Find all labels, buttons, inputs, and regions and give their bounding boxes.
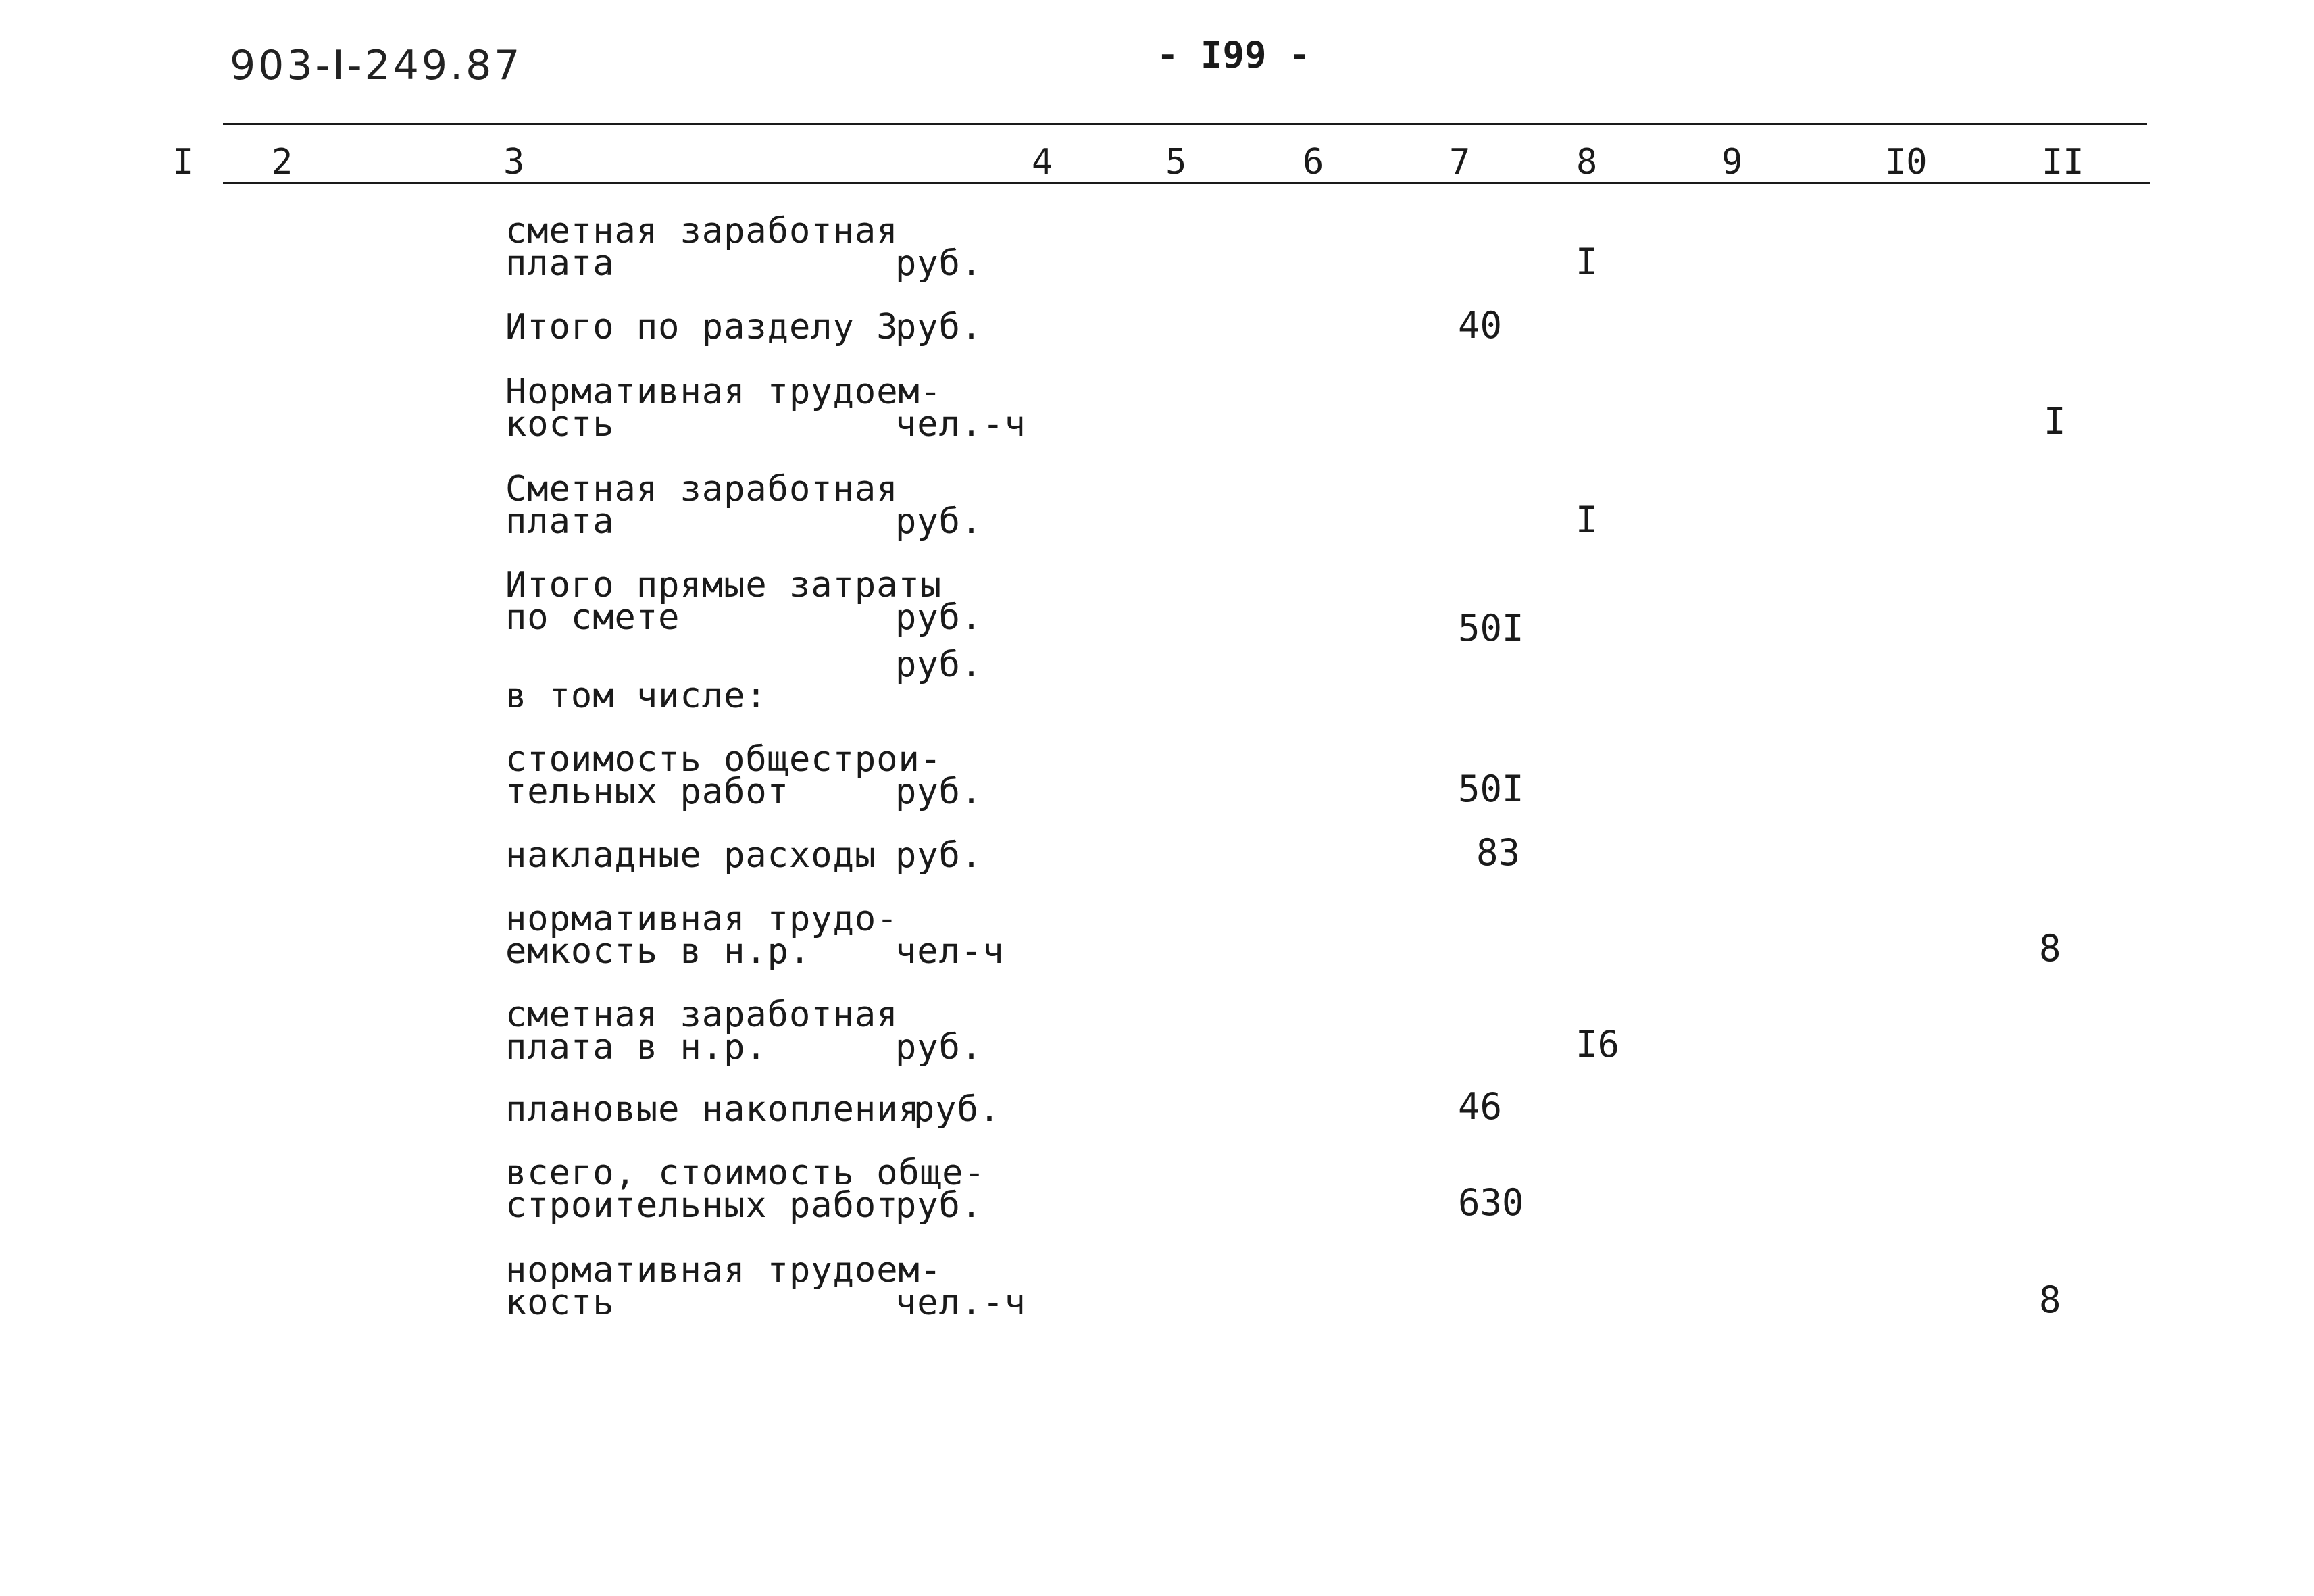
row-9-label-line-1: нормативная трудо- bbox=[505, 899, 899, 939]
column-number-8: 8 bbox=[1576, 142, 1598, 182]
header-top-rule bbox=[223, 123, 2147, 125]
row-1-label-line-2: плата bbox=[505, 243, 615, 284]
row-8-unit: руб. bbox=[895, 835, 983, 876]
column-number-6: 6 bbox=[1303, 142, 1324, 182]
row-7-unit: руб. bbox=[895, 772, 983, 812]
row-3-unit: чел.-ч bbox=[895, 404, 1026, 445]
row-10-label-line-2: плата в н.р. bbox=[505, 1027, 768, 1068]
row-2-col-7: 40 bbox=[1458, 304, 1503, 347]
column-number-2: 2 bbox=[272, 142, 293, 182]
column-number-10: I0 bbox=[1885, 142, 1928, 182]
row-1-col-8: I bbox=[1576, 241, 1598, 283]
row-5-unit: руб. bbox=[895, 597, 983, 638]
row-2-label: Итого по разделу 3 bbox=[505, 307, 899, 347]
row-10-unit: руб. bbox=[895, 1027, 983, 1068]
row-5-col-7: 50I bbox=[1458, 607, 1524, 649]
column-number-11: II bbox=[2042, 142, 2084, 182]
row-8-col-7: 83 bbox=[1476, 831, 1521, 874]
document-code: 903-I-249.87 bbox=[230, 42, 523, 89]
row-3-label-line-2: кость bbox=[505, 404, 615, 445]
row-13-col-11: 8 bbox=[2039, 1278, 2061, 1321]
row-8-label: накладные расходы bbox=[505, 835, 877, 876]
row-5-label-line-2: по смете bbox=[505, 597, 680, 638]
column-number-5: 5 bbox=[1165, 142, 1187, 182]
row-7-label-line-2: тельных работ bbox=[505, 772, 789, 812]
row-12-label-line-2: строительных работ bbox=[505, 1185, 899, 1226]
row-1-unit: руб. bbox=[895, 243, 983, 284]
row-13-unit: чел.-ч bbox=[895, 1282, 1026, 1323]
row-10-col-8: I6 bbox=[1576, 1023, 1620, 1066]
row-9-unit: чел-ч bbox=[895, 931, 1005, 972]
row-11-unit: руб. bbox=[913, 1089, 1001, 1130]
row-7-col-7: 50I bbox=[1458, 768, 1524, 810]
row-12-unit: руб. bbox=[895, 1185, 983, 1226]
row-1-label-line-1: сметная заработная bbox=[505, 211, 899, 251]
row-4-col-8: I bbox=[1576, 499, 1598, 541]
row-3-col-11: I bbox=[2044, 400, 2066, 443]
row-7-label-line-1: стоимость общестрои- bbox=[505, 739, 942, 780]
row-13-label-line-2: кость bbox=[505, 1282, 615, 1323]
row-12-col-7: 630 bbox=[1458, 1181, 1524, 1224]
page-number: - I99 - bbox=[1157, 34, 1311, 76]
column-number-9: 9 bbox=[1721, 142, 1743, 182]
row-11-col-7: 46 bbox=[1458, 1085, 1503, 1128]
row-12-label-line-1: всего, стоимость обще- bbox=[505, 1153, 986, 1193]
column-number-7: 7 bbox=[1449, 142, 1471, 182]
row-9-label-line-2: емкость в н.р. bbox=[505, 931, 811, 972]
row-4-label-line-1: Сметная заработная bbox=[505, 469, 899, 509]
row-2-unit: руб. bbox=[895, 307, 983, 347]
header-bottom-rule bbox=[223, 182, 2150, 184]
row-6-label: в том числе: bbox=[505, 676, 768, 716]
row-5-label-line-1: Итого прямые затраты bbox=[505, 565, 942, 605]
row-4-label-line-2: плата bbox=[505, 501, 615, 542]
row-10-label-line-1: сметная заработная bbox=[505, 995, 899, 1035]
row-9-col-11: 8 bbox=[2039, 927, 2061, 970]
row-6-unit: руб. bbox=[895, 645, 983, 685]
row-11-label: плановые накопления bbox=[505, 1089, 920, 1130]
column-number-3: 3 bbox=[503, 142, 525, 182]
column-number-1: I bbox=[172, 142, 194, 182]
row-13-label-line-1: нормативная трудоем- bbox=[505, 1250, 942, 1291]
row-4-unit: руб. bbox=[895, 501, 983, 542]
column-number-4: 4 bbox=[1032, 142, 1053, 182]
row-3-label-line-1: Нормативная трудоем- bbox=[505, 372, 942, 412]
